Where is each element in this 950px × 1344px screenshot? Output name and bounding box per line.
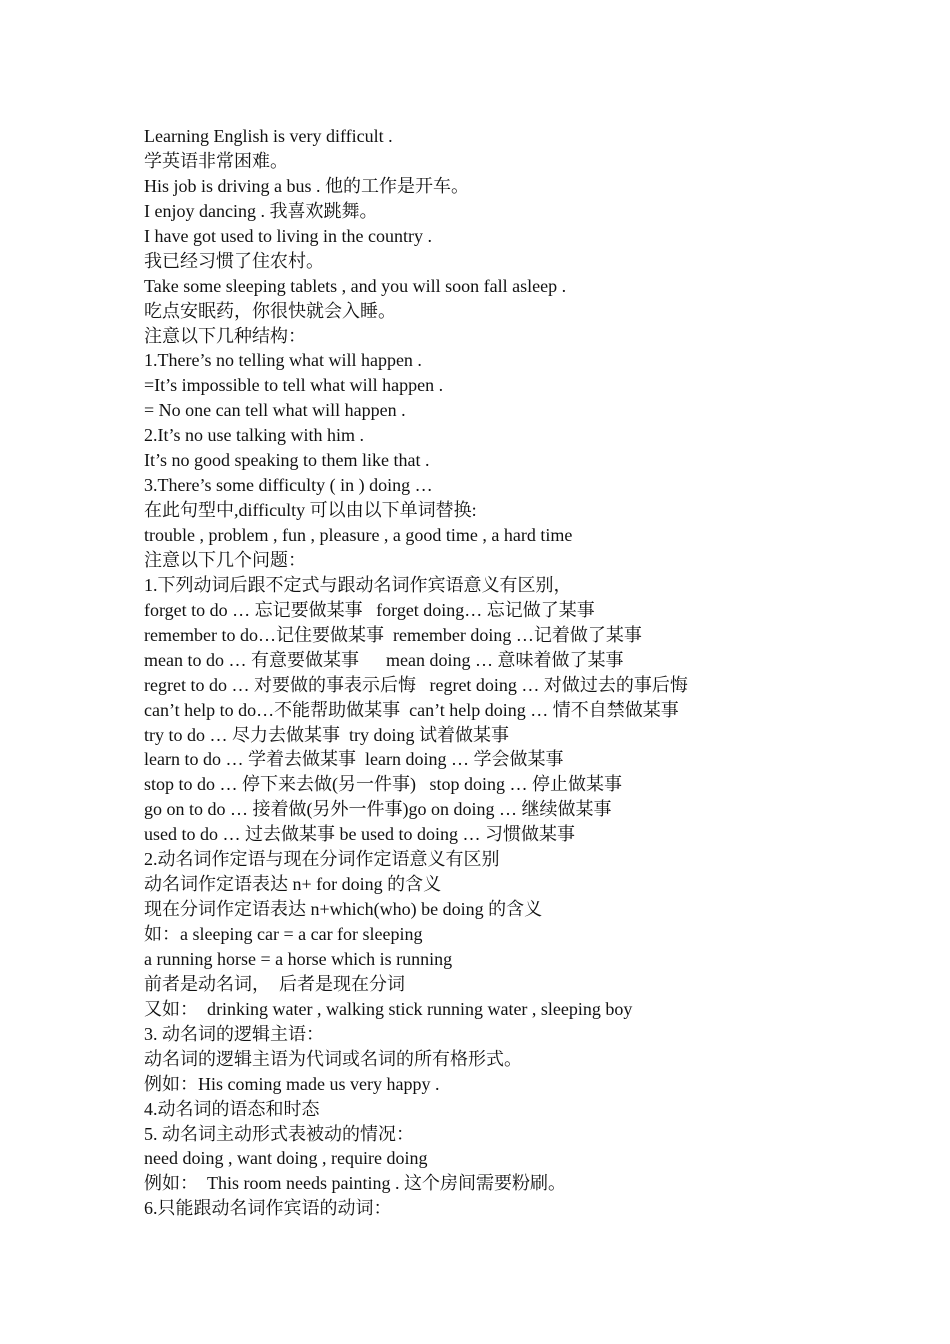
section-heading: 注意以下几个问题： xyxy=(144,549,306,570)
text-line: mean to do … 有意要做某事 mean doing … 意味着做了某事 xyxy=(144,649,624,670)
text-line: 现在分词作定语表达 n+which(who) be doing 的含义 xyxy=(144,899,543,920)
text-line: remember to do…记住要做某事 remember doing …记着做了某事 xyxy=(144,624,642,645)
text-line: Learning English is very difficult . xyxy=(144,126,393,146)
section-heading: 4.动名词的语态和时态 xyxy=(144,1098,320,1119)
text-line: I have got used to living in the country . xyxy=(144,225,432,246)
text-line: 3.There’s some difficulty ( in ) doing … xyxy=(144,475,433,496)
text-line: 例如： This room needs painting . 这个房间需要粉刷。 xyxy=(144,1173,566,1194)
section-heading: 5. 动名词主动形式表被动的情况： xyxy=(144,1123,414,1144)
text-line: stop to do … 停下来去做(另一件事) stop doing … 停止做某事 xyxy=(144,774,623,795)
text-line: I enjoy dancing . 我喜欢跳舞。 xyxy=(144,200,378,221)
section-heading: 2.动名词作定语与现在分词作定语意义有区别 xyxy=(144,849,500,870)
text-line: 例如：His coming made us very happy . xyxy=(144,1073,440,1094)
text-line: 学英语非常困难。 xyxy=(144,150,288,171)
text-line: 2.It’s no use talking with him . xyxy=(144,425,364,446)
section-heading: 6.只能跟动名词作宾语的动词： xyxy=(144,1198,392,1219)
text-line: 动名词作定语表达 n+ for doing 的含义 xyxy=(144,874,442,895)
text-line: go on to do … 接着做(另外一件事)go on doing … 继续做某事 xyxy=(144,799,612,820)
text-line: 1.There’s no telling what will happen . xyxy=(144,350,422,371)
text-line: 1.下列动词后跟不定式与跟动名词作宾语意义有区别， xyxy=(144,574,572,595)
document-page xyxy=(144,124,864,1221)
text-line: 吃点安眠药，你很快就会入睡。 xyxy=(144,300,396,321)
text-line: forget to do … 忘记要做某事 forget doing… 忘记做了某事 xyxy=(144,599,595,620)
text-line: a running horse = a horse which is running xyxy=(144,948,453,969)
text-line: =It’s impossible to tell what will happen . xyxy=(144,375,444,396)
text-line: His job is driving a bus . 他的工作是开车。 xyxy=(144,175,470,196)
text-line: Take some sleeping tablets , and you will soon fall asleep . xyxy=(144,275,567,296)
text-line: It’s no good speaking to them like that . xyxy=(144,450,430,471)
text-line: 如：a sleeping car = a car for sleeping xyxy=(144,924,423,944)
text-line: regret to do … 对要做的事表示后悔 regret doing … 对做过去的事后悔 xyxy=(144,674,688,695)
text-line: used to do … 过去做某事 be used to doing … 习惯做某事 xyxy=(144,824,575,845)
text-line: 前者是动名词， 后者是现在分词 xyxy=(144,973,405,994)
text-line: 动名词的逻辑主语为代词或名词的所有格形式。 xyxy=(144,1048,522,1069)
section-heading: 3. 动名词的逻辑主语： xyxy=(144,1023,324,1044)
text-line: 在此句型中,difficulty 可以由以下单词替换: xyxy=(144,500,477,521)
text-line: 我已经习惯了住农村。 xyxy=(144,250,324,271)
text-line: learn to do … 学着去做某事 learn doing … 学会做某事 xyxy=(144,749,564,770)
text-line: trouble , problem , fun , pleasure , a good time , a hard time xyxy=(144,525,573,545)
text-line: 又如： drinking water , walking stick running water , sleeping boy xyxy=(144,998,633,1019)
text-line: can’t help to do…不能帮助做某事 can’t help doing … 情不自禁做某事 xyxy=(144,699,679,720)
text-line: need doing , want doing , require doing xyxy=(144,1148,428,1169)
text-line: try to do … 尽力去做某事 try doing 试着做某事 xyxy=(144,724,509,745)
section-heading: 注意以下几种结构： xyxy=(144,325,306,346)
text-line: = No one can tell what will happen . xyxy=(144,400,406,421)
